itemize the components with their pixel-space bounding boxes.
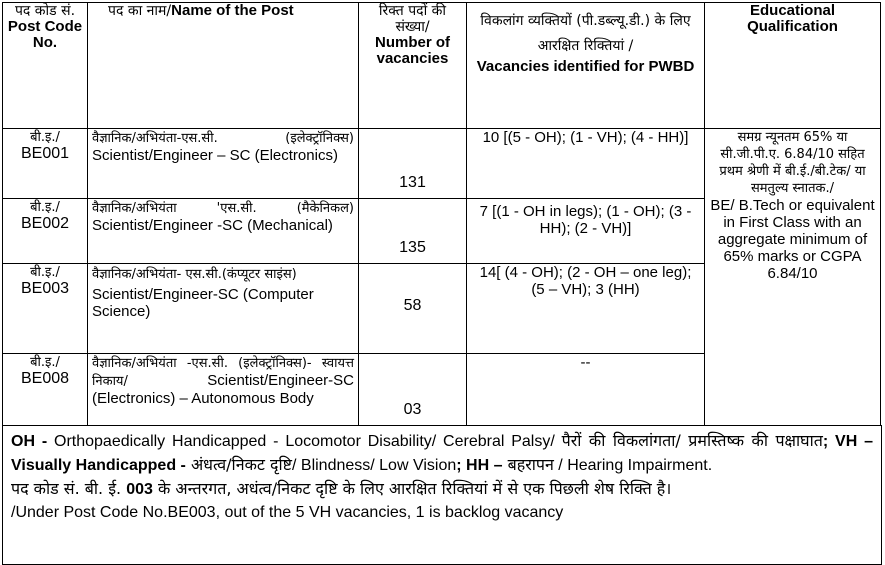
vacancy-count: 58 — [403, 296, 422, 314]
pwbd-text: -- — [580, 354, 591, 371]
post-code-cell — [3, 264, 88, 354]
header-vacancies-en: Number of vacancies — [375, 34, 450, 67]
hh-hi: बहरापन — [502, 455, 554, 474]
pwbd-text: 10 [(5 - OH); (1 - VH); (4 - HH)] — [482, 129, 689, 146]
post-code-hi: बी.इ./ — [30, 355, 60, 370]
vacancies-cell — [359, 264, 467, 354]
legend-footer — [2, 425, 882, 565]
header-vacancies-hi: रिक्त पदों की संख्या/ — [378, 3, 447, 35]
backlog-note — [11, 477, 873, 501]
qualification-en: BE/ B.Tech or equivalent in First Class with an aggregate minimum of 65% marks or CGPA 6.84/10 — [710, 197, 875, 282]
backlog-note-en — [11, 501, 873, 524]
post-code: BE002 — [20, 215, 70, 232]
vh-hi: अंधत्व/निकट दृष्टि — [185, 455, 292, 474]
post-code-cell — [3, 199, 88, 264]
vacancy-count: 135 — [399, 239, 426, 256]
post-code: BE003 — [20, 280, 70, 297]
post-name-en: Scientist/Engineer -SC (Mechanical) — [92, 217, 333, 234]
table-row — [3, 129, 881, 199]
header-qualification-en: Educational Qualification — [747, 2, 838, 35]
post-name-hi: वैज्ञानिक/अभियंता-एस.सी. (इलेक्ट्रॉनिक्स) — [92, 131, 354, 146]
vacancies-cell — [359, 129, 467, 199]
note-hi-1: पद कोड सं. बी. ई. — [11, 479, 127, 498]
post-code-cell — [3, 129, 88, 199]
pwbd-text: 7 [(1 - OH in legs); (1 - OH); (3 - HH); (2 - VH)] — [479, 203, 692, 237]
vacancy-count: 131 — [399, 174, 426, 191]
pwbd-text: 14[ (4 - OH); (2 - OH – one leg); (5 – VH); 3 (HH) — [479, 264, 692, 298]
header-post-name-hi: पद का नाम/ — [108, 3, 172, 19]
header-vacancies — [359, 3, 467, 129]
post-name-hi: वैज्ञानिक/अभियंता 'एस.सी. (मैकेनिकल) — [92, 201, 354, 216]
post-name-en: Scientist/Engineer-SC (Electronics) – Autonomous Body — [92, 372, 354, 407]
note-hi-2: के अन्तरगत, अधंत्व/निकट दृष्टि के लिए आरक्षित रिक्तियां में से एक पिछली शेष रिक्ति है। — [152, 479, 672, 498]
post-name-en: Scientist/Engineer – SC (Electronics) — [92, 147, 338, 164]
vacancy-table — [2, 2, 881, 426]
oh-text: Orthopaedically Handicapped - Locomotor Disability/ Cerebral Palsy/ — [47, 433, 562, 450]
note-en: /Under Post Code No.BE003, out of the 5 VH vacancies, 1 is backlog vacancy — [11, 504, 564, 521]
vacancy-count: 03 — [403, 401, 422, 418]
header-post-name — [88, 3, 359, 129]
header-post-code-en: Post Code No. — [7, 18, 83, 51]
header-pwbd — [467, 3, 705, 129]
vh-label: ; VH – Visually Handicapped - — [11, 433, 874, 474]
vacancies-cell — [359, 354, 467, 426]
header-pwbd-en: Vacancies identified for PWBD — [476, 58, 695, 75]
header-pwbd-hi: विकलांग व्यक्तियों (पी.डब्ल्यू.डी.) के लिए आरक्षित रिक्तियां / — [480, 13, 691, 54]
pwbd-cell — [467, 129, 705, 199]
post-name-cell — [88, 354, 359, 426]
post-code-cell — [3, 354, 88, 426]
header-qualification — [705, 3, 881, 129]
post-name-cell — [88, 129, 359, 199]
pwbd-cell — [467, 264, 705, 354]
post-name-cell — [88, 199, 359, 264]
post-code: BE008 — [20, 370, 70, 387]
qualification-cell — [705, 129, 881, 426]
post-code-hi: बी.इ./ — [30, 265, 60, 280]
table-header-row — [3, 3, 881, 129]
hh-label: ; HH – — [456, 457, 503, 474]
post-code: BE001 — [20, 145, 70, 162]
post-name-en: Scientist/Engineer-SC (Computer Science) — [92, 286, 314, 320]
note-code: 003 — [126, 481, 153, 498]
post-name-cell — [88, 264, 359, 354]
post-name-hi: वैज्ञानिक/अभियंता -एस.सी. (इलेक्ट्रॉनिक्स)- स्वायत्त निकाय/ — [92, 356, 354, 389]
pwbd-cell — [467, 354, 705, 426]
header-post-code-hi: पद कोड सं. — [14, 3, 76, 19]
post-code-hi: बी.इ./ — [30, 200, 60, 215]
vh-text: / Blindness/ Low Vision — [292, 457, 457, 474]
pwbd-cell — [467, 199, 705, 264]
qualification-hi: समग्र न्यूनतम 65% या सी.जी.पी.ए. 6.84/10 सहित प्रथम श्रेणी में बी.ई./बी.टेक/ या समतुल्य स्नातक./ — [719, 130, 866, 196]
vacancies-cell — [359, 199, 467, 264]
header-post-code — [3, 3, 88, 129]
post-name-hi: वैज्ञानिक/अभियंता- एस.सी.(कंप्यूटर साइंस) — [92, 267, 297, 282]
post-code-hi: बी.इ./ — [30, 130, 60, 145]
header-post-name-en: Name of the Post — [171, 2, 294, 19]
oh-abbr: OH - — [11, 433, 48, 450]
oh-hi: पैरों की विकलांगता/ प्रमस्तिष्क की पक्षाघात — [561, 431, 823, 450]
abbreviation-legend — [11, 429, 873, 477]
hh-text: / Hearing Impairment. — [553, 457, 713, 474]
